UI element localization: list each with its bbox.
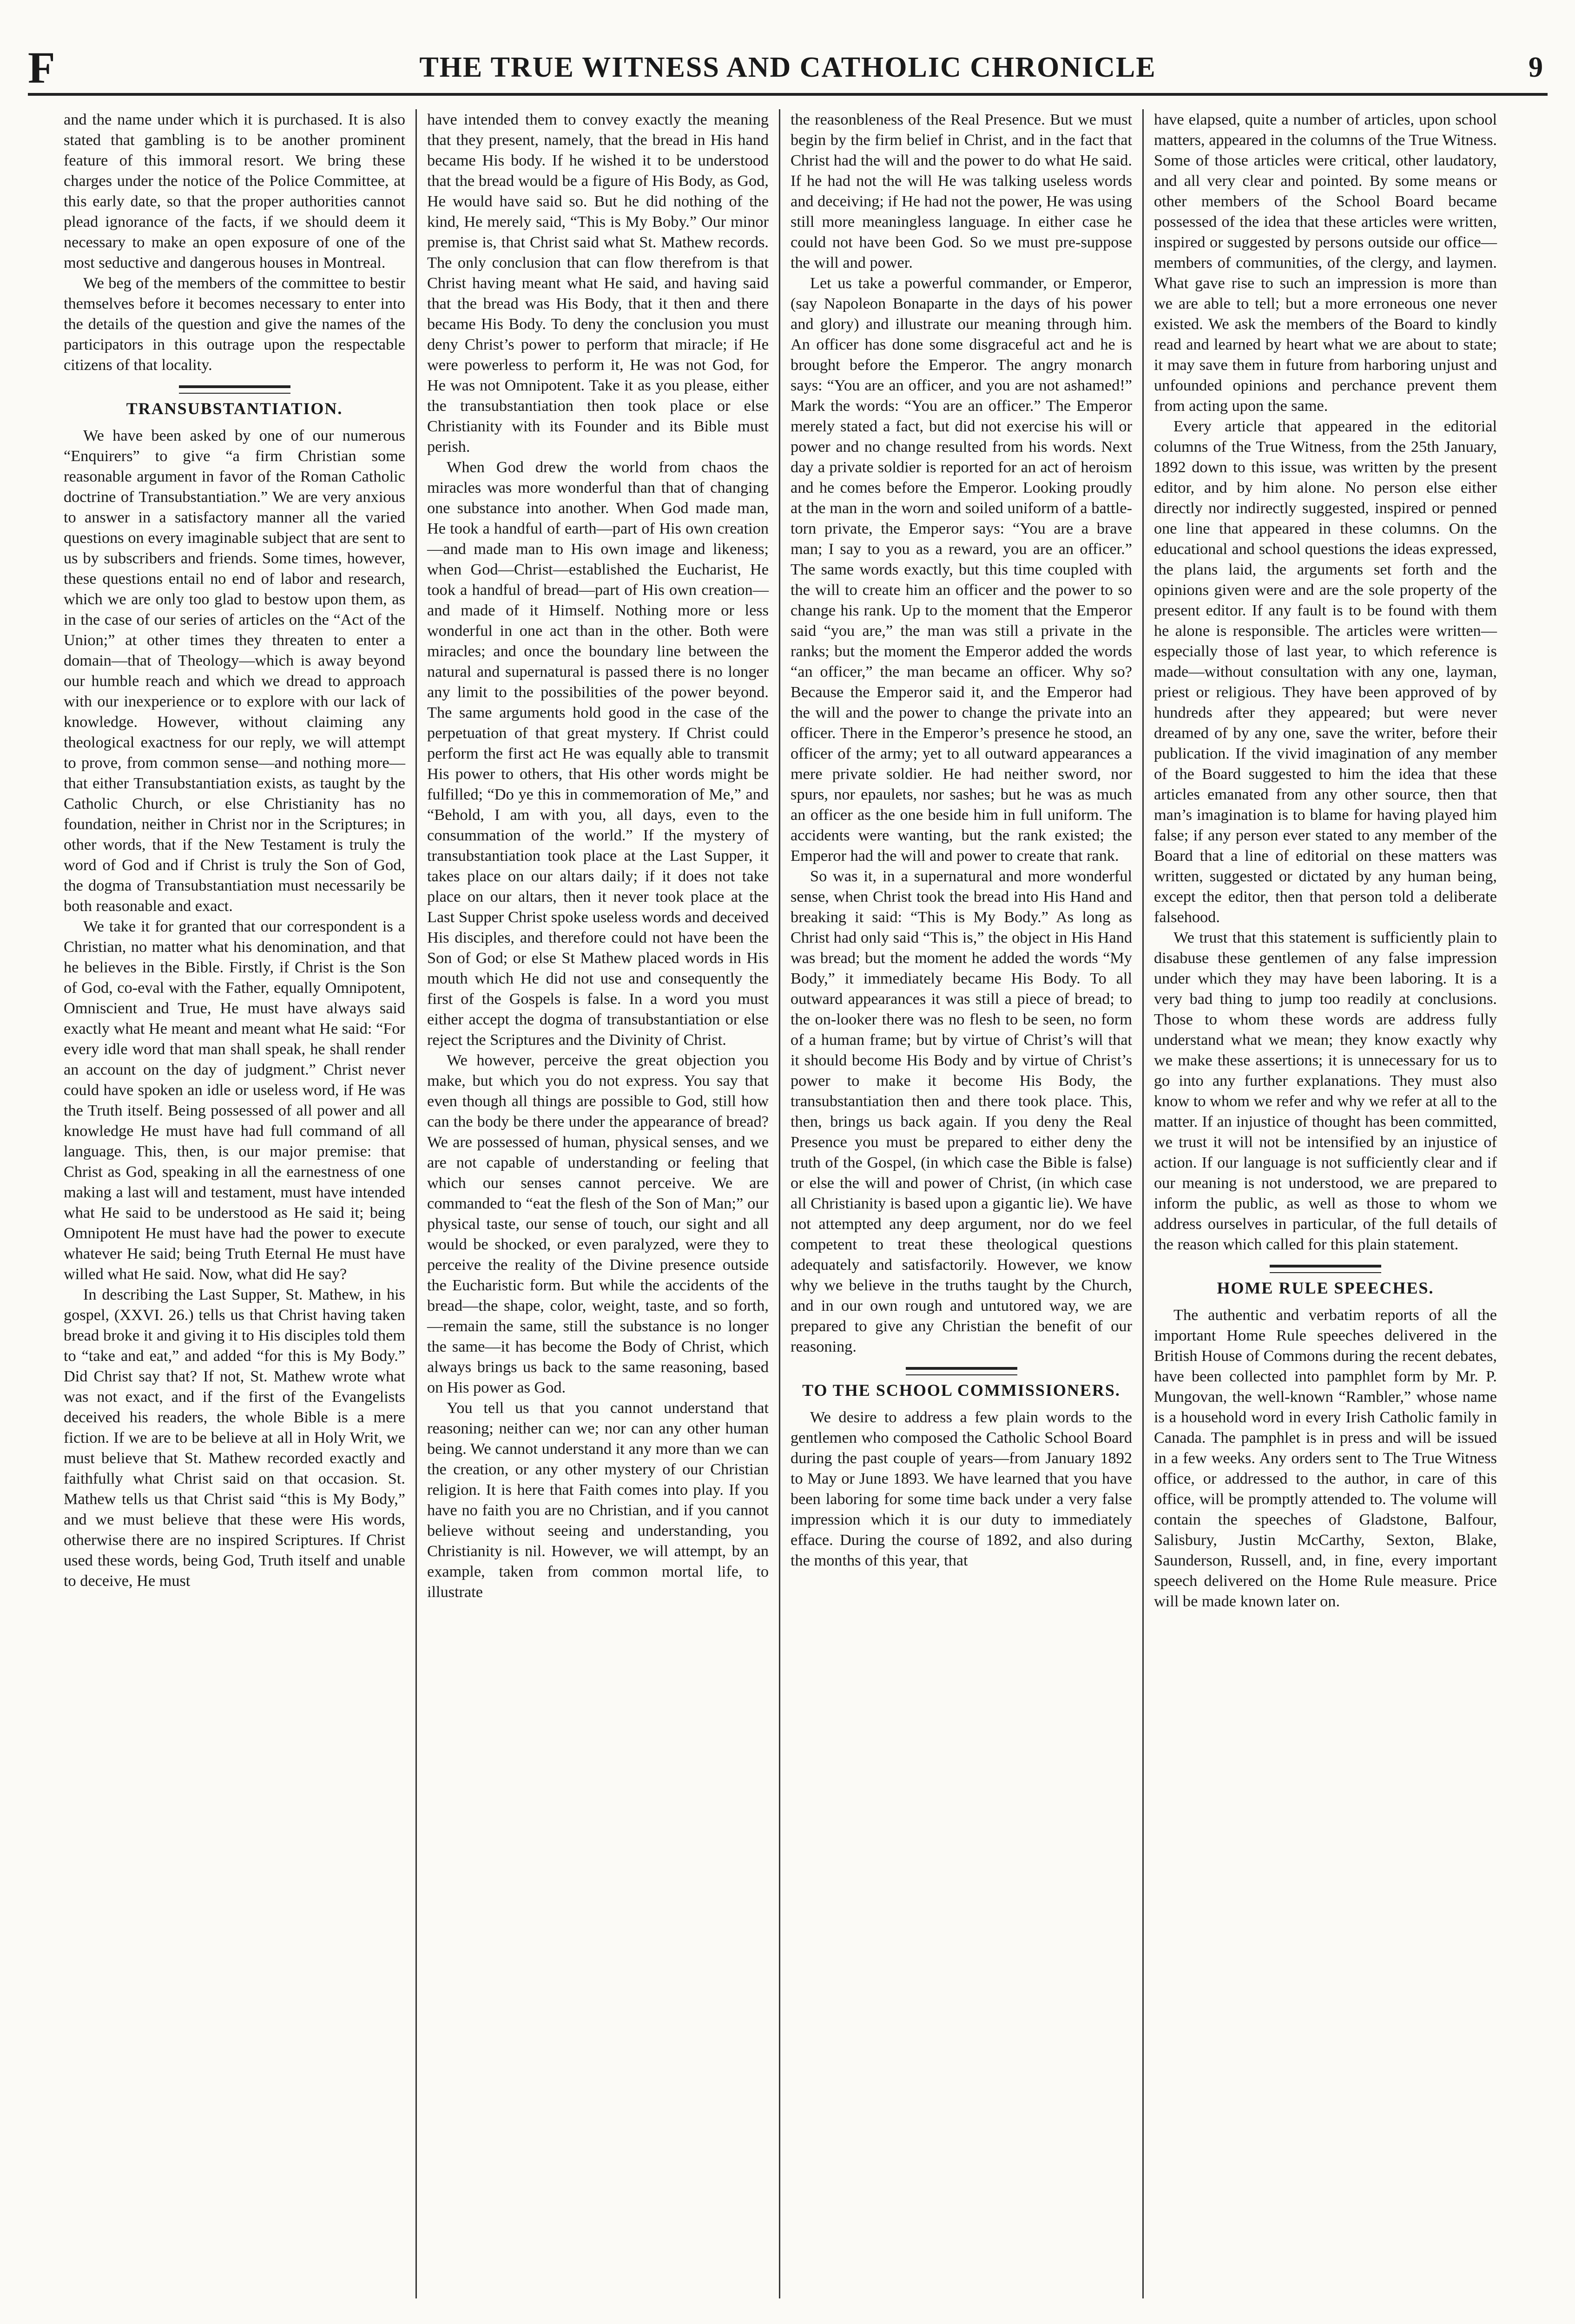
paragraph: So was it, in a supernatural and more wonderful sense, when Christ took the bread into His Hand and breaking it said: “This is My Body.” As long as Christ had only said “This is,” the object in His Hand was bread; but the moment he added the words “My Body,” it immediately became His Body. To all outward appearances it was still a piece of bread; to the on-looker there was no flesh to be seen, no form of a human frame; but by virtue of Christ’s will that it should become His Body and by virtue of Christ’s power to make it become His Body, the transubstantiation then and there took place. This, then, brings us back again. If you deny the Real Presence you must be prepared to either deny the truth of the Gospel, (in which case the Bible is false) or else the will and power of Christ, (in which case all Christianity is based upon a gigantic lie). We have not attempted any deep argument, nor do we feel competent to treat these theological questions adequately and satisfactorily. However, we know why we believe in the truths taught by the Church, and in our own rough and untutored way, we are prepared to give any Christian the benefit of our reasoning.	[791, 867, 1132, 1355]
paragraph: Every article that appeared in the editorial columns of the True Witness, from the 25th January, 1892 down to this issue, was written by the present editor, and by him alone. No person else either directly nor indirectly suggested, inspired or penned one line that appeared in these columns. On the educational and school questions the ideas expressed, the plans laid, the arguments set forth and the opinions given were and are the sole property of the present editor. If any fault is to be found with them he alone is responsible. The articles were written—especially those of last year, to which reference is made—without consultation with any one, layman, priest or religious. They have been approved of by hundreds after they appeared; but were never dreamed of by any one, save the writer, before their publication. If the vivid imagination of any member of the Board suggested to him the idea that these articles emanated from any other source, then that man’s imagination is to blame for having played him false; if any person ever stated to any member of the Board that a line of editorial on these matters was written, suggested or dictated by any human being, except the editor, then that person told a deliberate falsehood.	[1154, 417, 1497, 926]
section-rule	[179, 385, 290, 394]
heading-home-rule-speeches: HOME RULE SPEECHES.	[1217, 1279, 1434, 1297]
paragraph: We trust that this statement is sufficiently plain to disabuse these gentlemen of any false impression under which they may have been laboring. It is a very bad thing to jump too readily at conclusions. Those to whom these words are address fully understand what we mean; they know exactly why we make these assertions; it is unnecessary for us to go into any further explanations. They must also know to whom we refer and why we refer at all to the matter. If an injustice of thought has been committed, we trust it will not be intensified by an injustice of action. If our language is not sufficiently clear and if our meaning is not understood, we are prepared to inform the public, as well as those to whom we address ourselves in particular, of the full details of the reason which called for this plain statement.	[1154, 929, 1497, 1253]
paragraph: Let us take a powerful commander, or Emperor, (say Napoleon Bonaparte in the days of his power and glory) and illustrate our meaning through him. An officer has done some disgraceful act and he is brought before the Emperor. The angry monarch says: “You are an officer, and you are not ashamed!” Mark the words: “You are an officer.” The Emperor merely stated a fact, but did not exercise his will or power and no change resulted from his words. Next day a private soldier is reported for an act of heroism and he comes before the Emperor. Looking proudly at the man in the worn and soiled uniform of a battle-torn private, the Emperor says: “You are a brave man; I say to you as a reward, you are an officer.” The same words exactly, but this time coupled with the will to create him an officer and the power to so change his rank. Up to the moment that the Emperor said “you are,” the man was still a private in the ranks; but the moment the Emperor added the words “an officer,” the man became an officer. Why so? Because the Emperor said it, and the Emperor had the will and the power to change the private into an officer. There in the Emperor’s presence he stood, an officer of the army; yet to all outward appearances a mere private soldier. He had neither sword, nor spurs, nor epaulets, nor sashes; but he was as much an officer as the one beside him in full uniform. The accidents were wanting, but the rank existed; the Emperor had the will and power to create that rank.	[791, 274, 1132, 865]
masthead-left-fragment: F	[28, 43, 55, 92]
paragraph: We beg of the members of the committee to bestir themselves before it becomes necessary to enter into the details of the question and give the names of the participators in this outrage upon the respectable citizens of that locality.	[64, 274, 405, 374]
paragraph: The authentic and verbatim reports of all the important Home Rule speeches delivered in the British House of Commons during the recent debates, have been collected into pamphlet form by Mr. P. Mungovan, the well-known “Rambler,” whose name is a household word in every Irish Catholic family in Canada. The pamphlet is in press and will be issued in a few weeks. Any orders sent to The True Witness office, or addressed to the author, in care of this office, will be promptly attended to. The volume will contain the speeches of Gladstone, Balfour, Salisbury, Justin McCarthy, Sexton, Blake, Saunderson, Russell, and, in fine, every important speech delivered on the Home Rule measure. Price will be made known later on.	[1154, 1306, 1497, 1610]
paragraph: You tell us that you cannot understand that reasoning; neither can we; nor can any other human being. We cannot understand it any more than we can the creation, or any other mystery of our Christian religion. It is here that Faith comes into play. If you have no faith you are no Christian, and if you cannot believe without seeing and understanding, you Christianity is nil. However, we will attempt, by an example, taken from common mortal life, to illustrate	[427, 1399, 769, 1601]
paragraph: have intended them to convey exactly the meaning that they present, namely, that the bread in His hand became His body. If he wished it to be understood that the bread would be a figure of His Body, as God, He would have said so. But he did nothing of the kind, He merely said, “This is My Boby.” Our minor premise is, that Christ said what St. Mathew records. The only conclusion that can flow therefrom is that Christ having meant what He said, and having said that the bread was His Body, that it then and there became His Body. To deny the conclusion you must deny Christ’s power to perform that miracle; if He were powerless to perform it, He was not God, for He was not Omnipotent. Take it as you please, either the transubstantiation then took place or else Christianity with its Founder and its Bible must perish.	[427, 111, 769, 456]
column-1	[53, 109, 417, 2298]
masthead	[28, 43, 1548, 96]
column-3	[780, 109, 1144, 2298]
page-number: 9	[1529, 52, 1543, 83]
paragraph: When God drew the world from chaos the miracles was more wonderful than that of changing one substance into another. When God made man, He took a handful of earth—part of His own creation—and made man to His own image and likeness; when God—Christ—established the Eucharist, He took a handful of bread—part of His own creation—and made of it Himself. Nothing more or less wonderful in one act than in the other. Both were miracles; and once the boundary line between the natural and supernatural is passed there is no longer any limit to the possibilities of the power beyond. The same arguments hold good in the case of the perpetuation of that great mystery. If Christ could perform the first act He was equally able to transmit His power to others, that His other words might be fulfilled; “Do ye this in commemoration of Me,” and “Behold, I am with you, all days, even to the consummation of the world.” If the mystery of transubstantiation took place at the Last Supper, it takes place on our altars daily; if it does not take place on our altars, then it never took place at the Last Supper Christ spoke useless words and deceived His disciples, and therefore could not have been the Son of God; or else St Mathew placed words in His mouth which He did not use and consequently the first of the Gospels is false. In a word you must either accept the dogma of transubstantiation or else reject the Scriptures and the Divinity of Christ.	[427, 458, 769, 1049]
section-rule	[1270, 1265, 1381, 1273]
heading-transubstantiation: TRANSUBSTANTIATION.	[126, 399, 343, 418]
paragraph: We have been asked by one of our numerous “Enquirers” to give “a firm Christian some reasonable argument in favor of the Roman Catholic doctrine of Transubstantiation.” We are very anxious to answer in a satisfactory manner all the varied questions on every imaginable subject that are sent to us by subscribers and friends. Some times, however, these questions entail no end of labor and research, which we are only too glad to bestow upon them, as in the case of our series of articles on the “Act of the Union;” at other times they threaten to enter a domain—that of Theology—which is away beyond our humble reach and which we dread to approach with our inexperience or to explore with our lack of knowledge. However, without claiming any theological exactness for our reply, we will attempt to prove, from common sense—and nothing more—that either Transubstantiation exists, as taught by the Catholic Church, or else Christianity has no foundation, neither in Christ nor in the Scriptures; in other words, that if the New Testament is truly the word of God and if Christ is truly the Son of God, the dogma of Transubstantiation must necessarily be both reasonable and exact.	[64, 427, 405, 915]
paragraph: the reasonbleness of the Real Presence. But we must begin by the firm belief in Christ, and in the fact that Christ had the will and the power to do what He said. If he had not the will He was talking useless words and deceiving; if He had not the power, He was using still more meaningless language. In either case he could not have been God. So we must pre-suppose the will and power.	[791, 111, 1132, 271]
paragraph: We desire to address a few plain words to the gentlemen who composed the Catholic School Board during the past couple of years—from January 1892 to May or June 1893. We have learned that you have been laboring for some time back under a very false impression which it is our duty to immediately efface. During the course of 1892, and also during the months of this year, that	[791, 1408, 1132, 1569]
section-rule	[906, 1367, 1017, 1375]
heading-school-commissioners: TO THE SCHOOL COMMISSIONERS.	[802, 1381, 1120, 1400]
column-4	[1144, 109, 1507, 2298]
paragraph: and the name under which it is purchased. It is also stated that gambling is to be another prominent feature of this immoral resort. We bring these charges under the notice of the Police Committee, at this early date, so that the proper authorities cannot plead ignorance of the facts, if we should deem it necessary to make an open exposure of one of the most seductive and dangerous houses in Montreal.	[64, 111, 405, 271]
column-2	[417, 109, 780, 2298]
paragraph: We take it for granted that our correspondent is a Christian, no matter what his denomination, and that he believes in the Bible. Firstly, if Christ is the Son of God, co-eval with the Father, equally Omnipotent, Omniscient and True, He must have always said exactly what He meant and meant what He said: “For every idle word that man shall speak, he shall render an account on the day of judgment.” Christ never could have spoken an idle or useless word, if He was the Truth itself. Being possessed of all power and all knowledge He must have had full command of all language. This, then, is our major premise: that Christ as God, speaking in all the earnestness of one making a last will and testament, must have intended what He said to be understood as He said it; being Omnipotent He must have had the power to execute whatever He said; being Truth Eternal He must have willed what He said. Now, what did He say?	[64, 918, 405, 1283]
paragraph: In describing the Last Supper, St. Mathew, in his gospel, (XXVI. 26.) tells us that Christ having taken bread broke it and giving it to His disciples told them to “take and eat,” and added “for this is My Body.” Did Christ say that? If not, St. Mathew wrote what was not exact, and if the first of the Evangelists deceived his readers, the whole Bible is a mere fiction. If we are to be believe at all in Holy Writ, we must believe that St. Mathew recorded exactly and faithfully what Christ said on that occasion. St. Mathew tells us that Christ said “this is My Body,” and we must believe that these were His words, otherwise there are no inspired Scriptures. If Christ used these words, being God, Truth itself and unable to deceive, He must	[64, 1286, 405, 1590]
paragraph: have elapsed, quite a number of articles, upon school matters, appeared in the columns of the True Witness. Some of those articles were critical, other laudatory, and all very clear and pointed. By some means or other members of the School Board became possessed of the idea that these articles were written, inspired or suggested by persons outside our office—members of communities, of the clergy, and laymen. What gave rise to such an impression is more than we are able to tell; but a more erroneous one never existed. We ask the members of the Board to kindly read and learned by heart what we are about to state; it may save them in future from harboring unjust and unfounded opinions and perchance prevent them from acting upon the same.	[1154, 111, 1497, 415]
newspaper-title: THE TRUE WITNESS AND CATHOLIC CHRONICLE	[419, 52, 1156, 83]
article-columns	[53, 109, 1534, 2298]
paragraph: We however, perceive the great objection you make, but which you do not express. You say that even though all things are possible to God, still how can the body be there under the appearance of bread? We are possessed of human, physical senses, and we are not capable of understanding or feeling that which our senses cannot perceive. We are commanded to “eat the flesh of the Son of Man;” our physical taste, our sense of touch, our sight and all would be shocked, or even paralyzed, were they to perceive the reality of the Divine presence outside the Eucharistic form. But while the accidents of the bread—the shape, color, weight, taste, and so forth,—remain the same, still the substance is no longer the same—it has become the Body of Christ, which always brings us back to the same reasoning, based on His power as God.	[427, 1051, 769, 1396]
